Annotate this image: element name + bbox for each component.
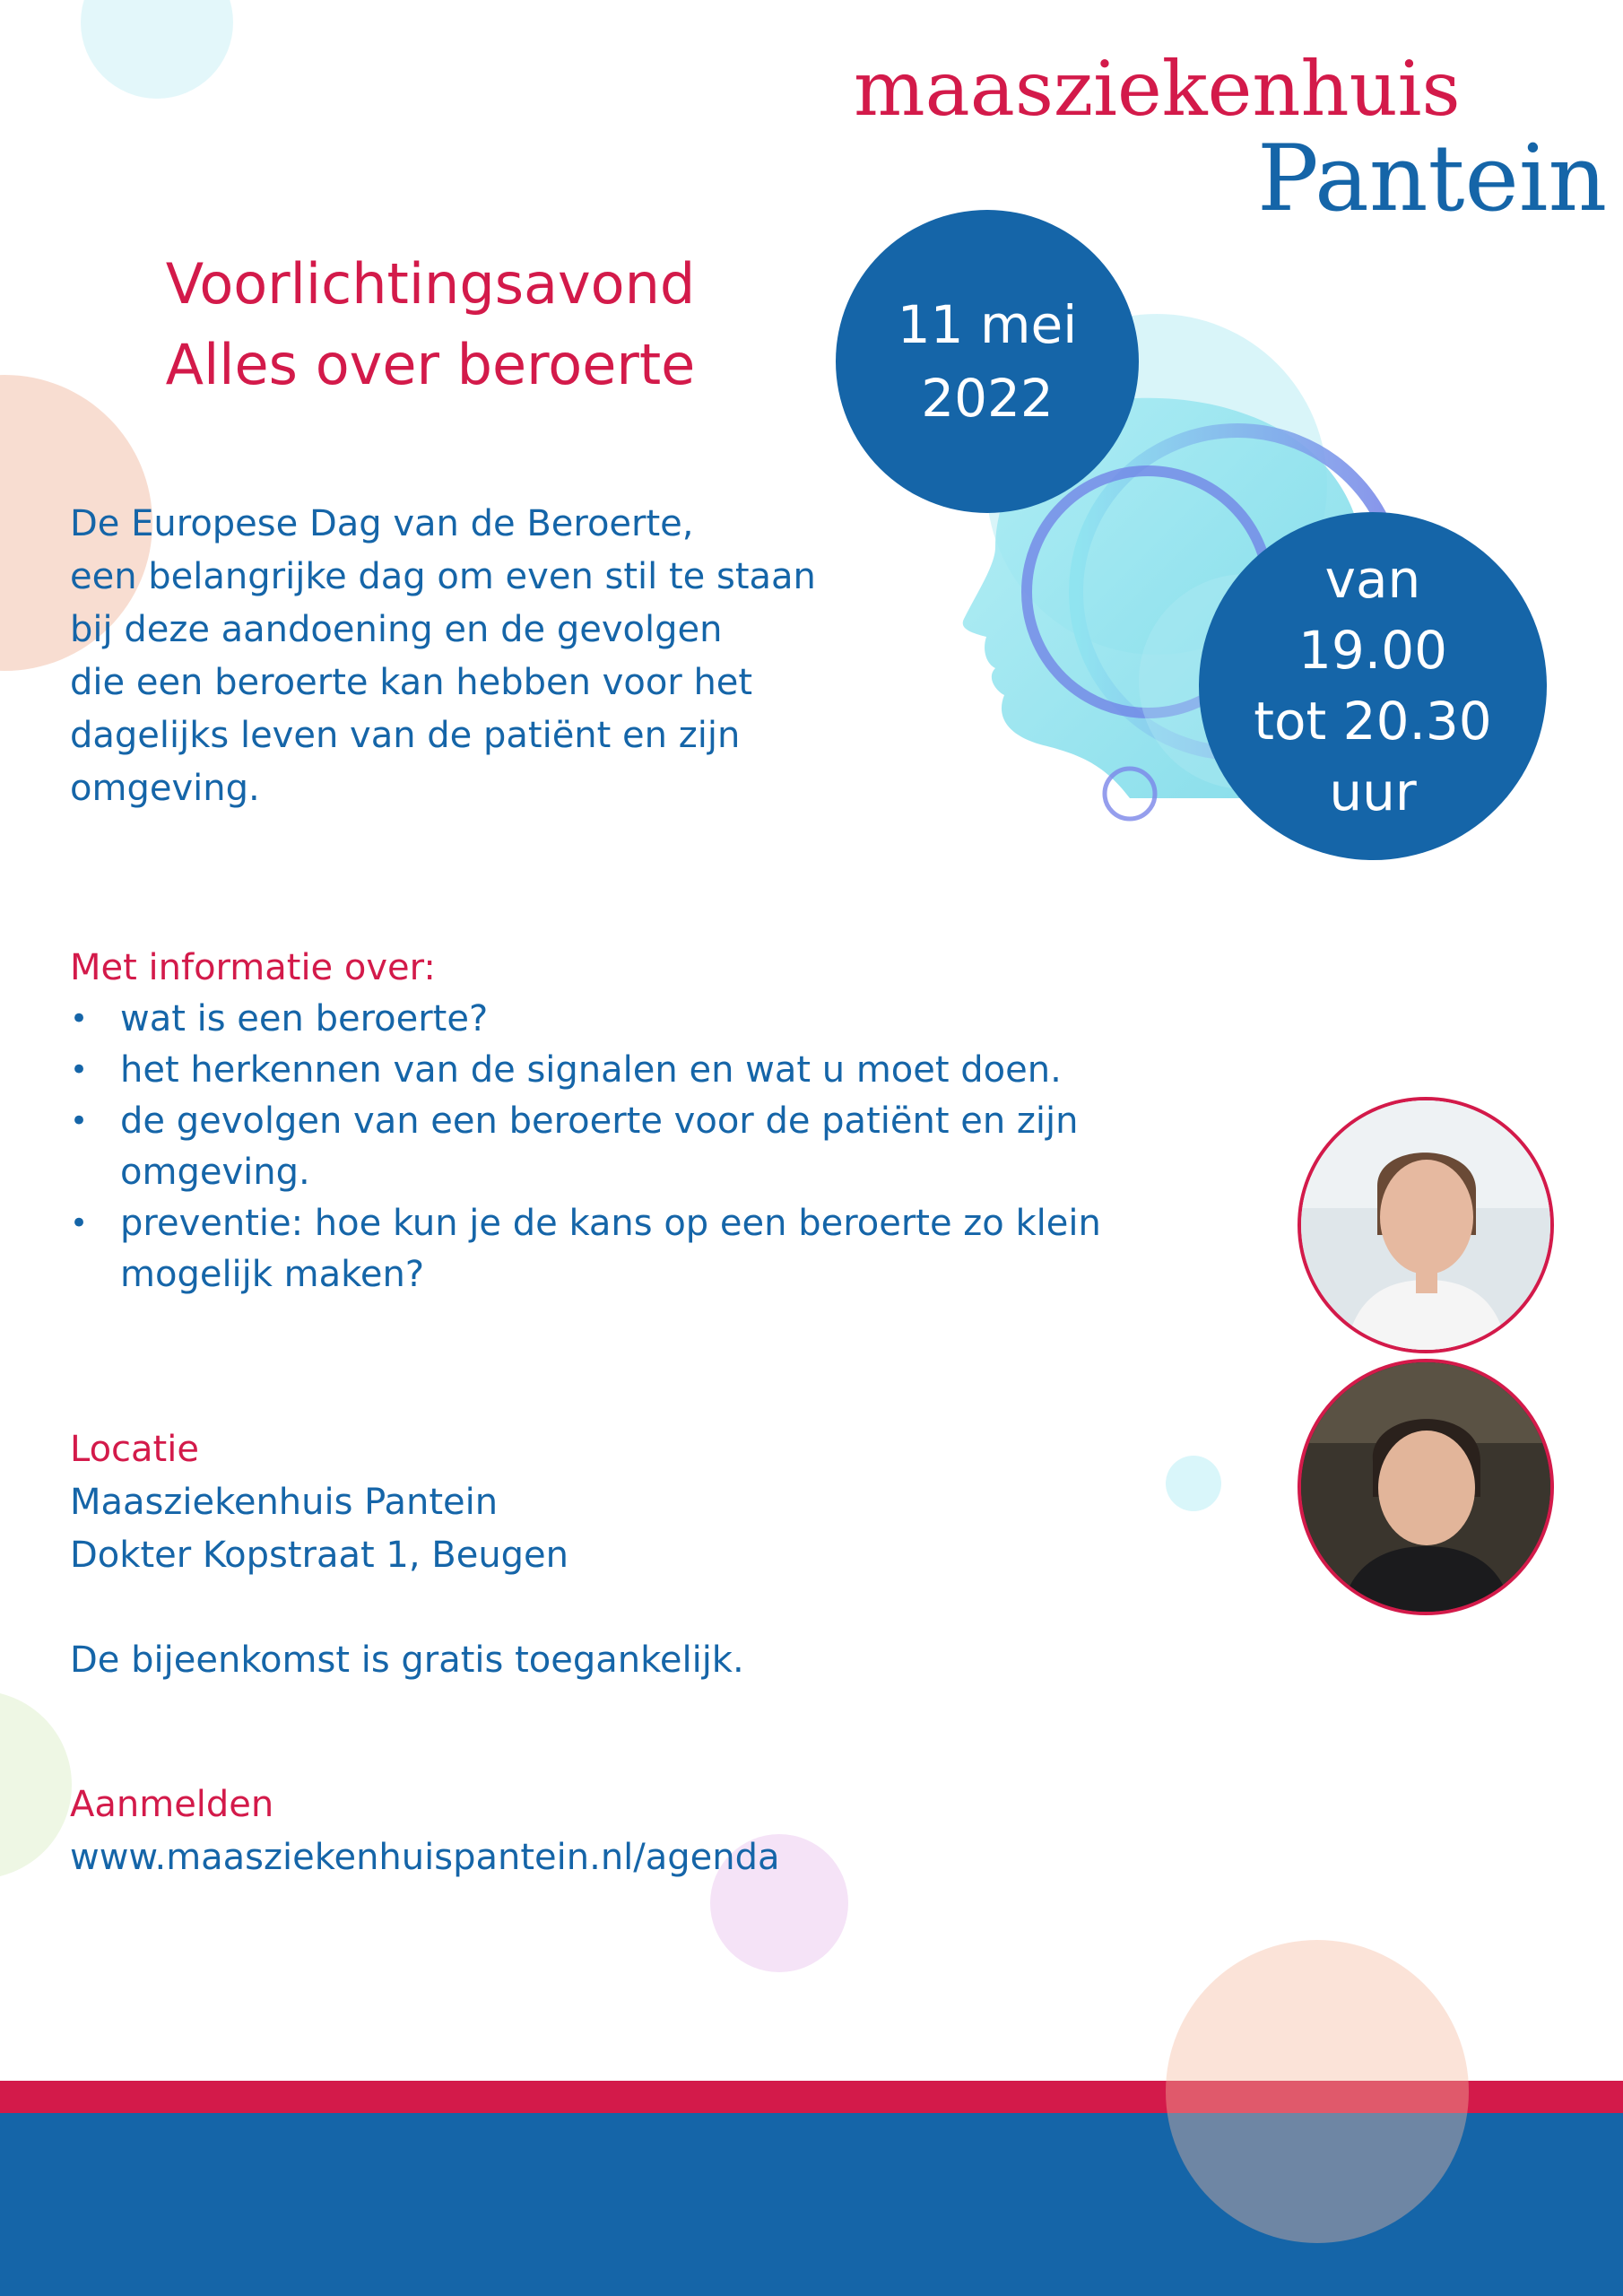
intro-line: die een beroerte kan hebben voor het: [70, 662, 753, 703]
list-item-text: wat is een beroerte?: [120, 998, 489, 1039]
logo-pantein: Pantein: [1257, 126, 1608, 232]
list-item-text-cont: omgeving.: [120, 1152, 310, 1193]
location-heading: Locatie: [70, 1429, 199, 1470]
list-item-text-cont: mogelijk maken?: [120, 1254, 425, 1295]
list-item: [70, 994, 1146, 1045]
speaker-1-avatar-icon: [1301, 1100, 1550, 1350]
page-title: [72, 244, 789, 405]
bullet-icon: •: [70, 1103, 89, 1139]
list-item-text: het herkennen van de signalen en wat u moet doen.: [120, 1049, 1062, 1091]
time-end: tot 20.30: [1254, 691, 1492, 752]
location-section: [70, 1423, 568, 1582]
register-link[interactable]: www.maasziekenhuispantein.nl/agenda: [70, 1837, 780, 1878]
date-year: 2022: [921, 368, 1054, 429]
register-heading: Aanmelden: [70, 1784, 274, 1825]
logo-maasziekenhuis: maasziekenhuis: [854, 45, 1461, 133]
date-day-month: 11 mei: [897, 294, 1078, 355]
time-start: 19.00: [1298, 620, 1448, 681]
location-name: Maasziekenhuis Pantein: [70, 1482, 499, 1523]
intro-line: dagelijks leven van de patiënt en zijn: [70, 715, 741, 756]
list-item: [70, 1096, 1146, 1198]
list-item: [70, 1045, 1146, 1096]
free-entry-text: De bijeenkomst is gratis toegankelijk.: [70, 1639, 744, 1681]
decorative-bubble-top-left: [81, 0, 233, 99]
speaker-photo-1: [1298, 1097, 1554, 1353]
bullet-icon: •: [70, 1205, 89, 1241]
list-item: [70, 1198, 1146, 1300]
intro-line: omgeving.: [70, 768, 260, 809]
location-address: Dokter Kopstraat 1, Beugen: [70, 1535, 569, 1576]
time-from-label: van: [1324, 549, 1421, 610]
intro-line: bij deze aandoening en de gevolgen: [70, 609, 723, 650]
intro-line: een belangrijke dag om even stil te staan: [70, 556, 816, 597]
title-line-2: Alles over beroerte: [165, 332, 696, 397]
decorative-bubble-footer-peach: [1166, 1940, 1469, 2243]
time-unit: uur: [1329, 761, 1417, 822]
list-item-text: preventie: hoe kun je de kans op een beroerte zo klein: [120, 1203, 1101, 1244]
decorative-bubble-small-cyan: [1166, 1456, 1221, 1511]
date-badge: [836, 210, 1139, 513]
list-item-text: de gevolgen van een beroerte voor de patiënt en zijn: [120, 1100, 1079, 1142]
speaker-2-avatar-icon: [1301, 1362, 1550, 1612]
time-badge: [1199, 512, 1547, 860]
speaker-photo-2: [1298, 1359, 1554, 1615]
bullet-icon: •: [70, 1052, 89, 1088]
intro-paragraph: [70, 498, 877, 815]
register-section: [70, 1779, 780, 1884]
info-list: [70, 994, 1146, 1300]
intro-line: De Europese Dag van de Beroerte,: [70, 503, 694, 544]
title-line-1: Voorlichtingsavond: [165, 251, 696, 317]
info-heading: Met informatie over:: [70, 947, 436, 988]
bullet-icon: •: [70, 1001, 89, 1037]
info-section: [70, 942, 1146, 1300]
decorative-bubble-left-green: [0, 1691, 72, 1879]
